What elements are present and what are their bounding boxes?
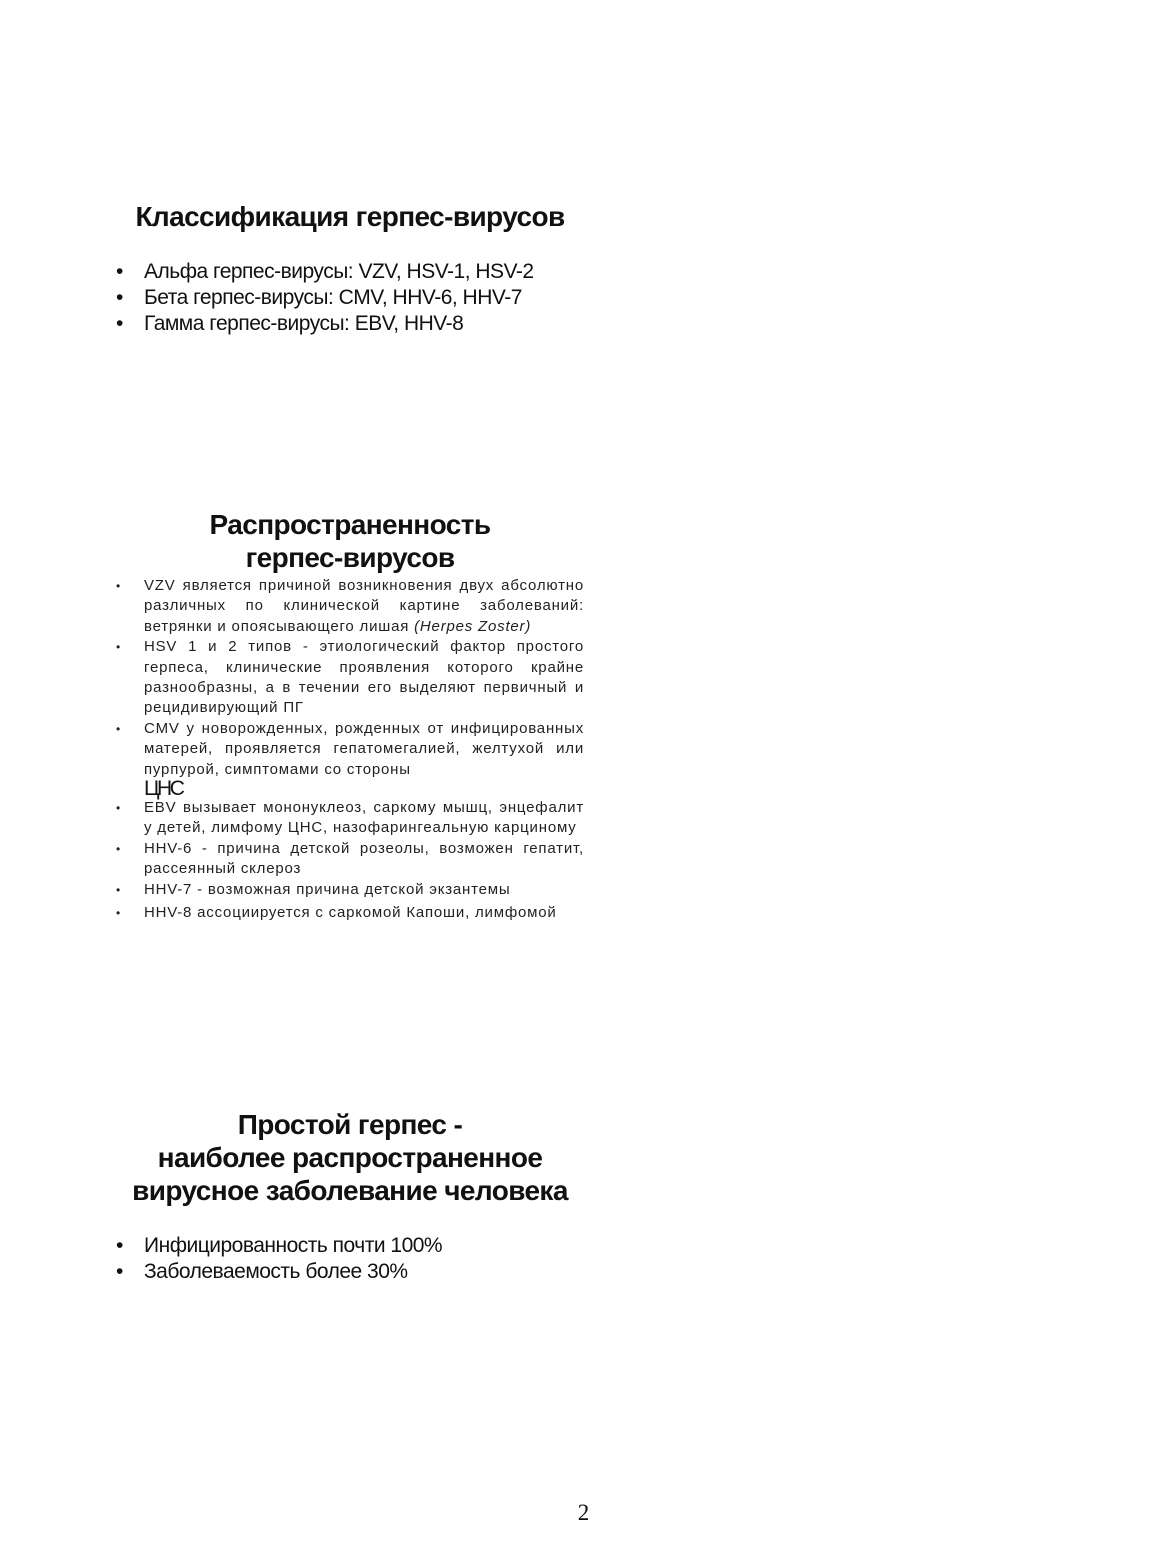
list-item: • Альфа герпес-вирусы: VZV, HSV-1, HSV-2 xyxy=(100,259,600,285)
list-item xyxy=(100,719,600,801)
slide-herpes-simplex xyxy=(100,1108,600,1285)
item-text: HHV-8 ассоциируется с саркомой Капоши, лимфомой xyxy=(144,904,557,922)
title-line: наиболее распространенное xyxy=(157,1142,543,1173)
slide-prevalence xyxy=(100,508,600,924)
item-text: HHV-6 - причина детской розеолы, возможен гепатит, рассеянный склероз xyxy=(144,839,584,878)
list-item xyxy=(100,576,600,637)
list-item xyxy=(100,903,600,923)
item-text: HHV-7 - возможная причина детской экзантемы xyxy=(144,880,511,898)
list-item xyxy=(100,798,600,839)
bullet-list xyxy=(100,259,600,337)
bullet-list xyxy=(100,1233,600,1285)
list-item xyxy=(100,880,600,900)
list-item: • Заболеваемость более 30% xyxy=(100,1259,600,1285)
title-line: Простой герпес - xyxy=(237,1109,463,1140)
item-emphasis: (Herpes Zoster) xyxy=(414,617,532,635)
list-item: • Бета герпес-вирусы: CMV, HHV-6, HHV-7 xyxy=(100,285,600,311)
title-line: герпес-вирусов xyxy=(245,542,455,573)
item-tail: ЦНС xyxy=(144,777,183,801)
slide-title xyxy=(100,1108,600,1207)
item-text: CMV у новорожденных, рожденных от инфицированных матерей, проявляется гепатомегалией, желтухой или пурпурой, симптомами со стороны xyxy=(144,719,584,778)
bullet-list xyxy=(100,576,600,924)
title-line: вирусное заболевание человека xyxy=(132,1175,568,1206)
page-number: 2 xyxy=(577,1500,590,1525)
title-line: Распространенность xyxy=(209,509,491,540)
item-text: VZV является причиной возникновения двух абсолютно различных по клинической картине заболеваний: ветрянки и опоясывающего лишая xyxy=(144,577,584,635)
item-text: EBV вызывает мононуклеоз, саркому мышц, энцефалит у детей, лимфому ЦНС, назофарингеальную карциному xyxy=(144,799,584,837)
slide-title xyxy=(100,508,600,574)
slide-classification xyxy=(100,200,600,337)
slide-title: Классификация герпес-вирусов xyxy=(135,201,565,232)
list-item: • Гамма герпес-вирусы: EBV, HHV-8 xyxy=(100,311,600,337)
list-item xyxy=(100,839,600,880)
item-text: HSV 1 и 2 типов - этиологический фактор простого герпеса, клинические проявления которого крайне разнообразны, а в течении его выделяют первичный и рецидивирующий ПГ xyxy=(144,638,584,717)
list-item: • Инфицированность почти 100% xyxy=(100,1233,600,1259)
list-item xyxy=(100,637,600,719)
